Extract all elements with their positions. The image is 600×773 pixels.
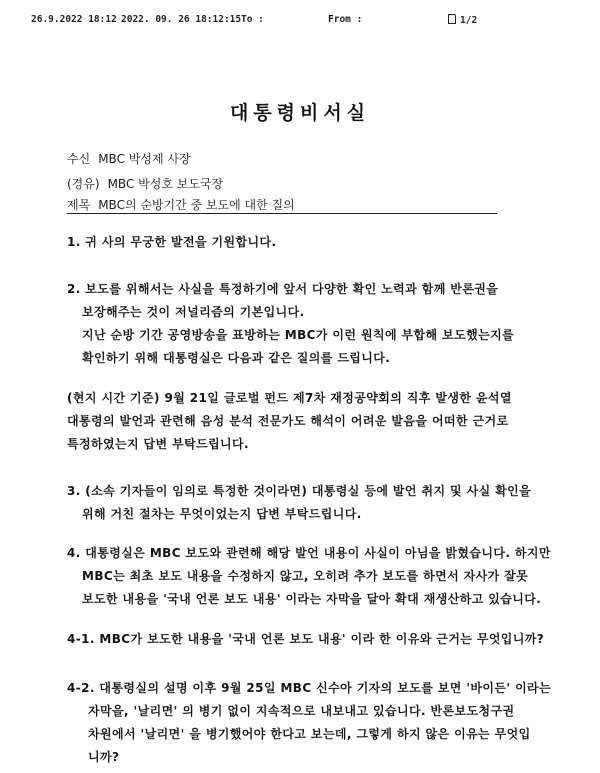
paragraph-4-1 [67,628,545,651]
document-title: 대통령비서실 [229,102,371,124]
text-line: 4-2. 대통령실의 설명 이후 9월 25일 MBC 신수아 기자의 보도를 보면 '바이든' 이라는 [67,681,552,695]
fax-sent-time: 2022. 09. 26 18:12:15 [121,14,242,25]
text-line: 3. (소속 기자들이 임의로 특정한 것이라면) 대통령실 등에 발언 취지 및 사실 확인을 [67,484,532,498]
page-number: 1/2 [460,15,478,26]
text-line: 특정하였는지 답변 부탁드립니다. [67,437,250,451]
page-icon [448,14,456,24]
recipient-value: MBC 박성제 사장 [98,152,191,166]
text-line: 지난 순방 기간 공영방송을 표방하는 MBC가 이런 원칙에 부합해 보도했는지를 [82,328,515,342]
text-line: 차원에서 '날리면' 을 병기했어야 한다고 보는데, 그렇게 하지 않은 이유는 무엇입 [88,727,531,741]
text-line: 1. 귀 사의 무궁한 발전을 기원합니다. [67,235,277,249]
text-line: (현지 시간 기준) 9월 21일 글로벌 펀드 제7차 재정공약회의 직후 발생한 윤석열 [67,391,512,405]
text-line: 대통령의 발언과 관련해 음성 분석 전문가도 해석이 어려운 발음을 어떠한 근거로 [67,414,509,428]
text-line: 위해 거친 절차는 무엇이었는지 답변 부탁드립니다. [82,507,362,521]
recipient-line [67,150,191,167]
subject-value: MBC의 순방기간 중 보도에 대한 질의 [98,198,295,212]
paragraph-4-2 [67,677,552,769]
text-line: 니까? [88,750,120,764]
text-line: 4-1. MBC가 보도한 내용을 '국내 언론 보도 내용' 이라 한 이유와 근거는 무엇입니까? [67,632,545,646]
text-line: 자막을, '날리면' 의 병기 없이 지속적으로 내보내고 있습니다. 반론보도청구권 [88,704,515,718]
via-label: (경유) [67,177,100,191]
fax-page-indicator [448,14,477,26]
fax-from-label: From : [328,14,363,25]
fax-header [0,14,600,30]
paragraph-1 [67,231,537,254]
recipient-label: 수신 [67,152,91,166]
via-line [67,175,223,192]
fax-to-label: To : [241,14,264,25]
text-line: 보장해주는 것이 저널리즘의 기본입니다. [82,305,305,319]
subject-line [67,196,295,213]
text-line: 4. 대통령실은 MBC 보도와 관련해 해당 발언 내용이 사실이 아님을 밝혔습니다. 하지만 [67,546,551,560]
paragraph-question-1 [67,387,537,456]
via-value: MBC 박성호 보도국장 [107,177,224,191]
paragraph-4 [67,542,551,611]
text-line: 2. 보도를 위해서는 사실을 특정하기에 앞서 다양한 확인 노력과 함께 반론권을 [67,282,499,296]
fax-received-time: 26.9.2022 18:12 [31,14,117,25]
header-divider [67,213,497,214]
text-line: 확인하기 위해 대통령실은 다음과 같은 질의를 드립니다. [82,351,391,365]
subject-label: 제목 [67,198,91,212]
text-line: MBC는 최초 보도 내용을 수정하지 않고, 오히려 추가 보도를 하면서 자사가 잘못 [82,569,529,583]
paragraph-2 [67,278,537,370]
text-line: 보도한 내용을 '국내 언론 보도 내용' 이라는 자막을 달아 확대 재생산하고 있습니다. [82,592,542,606]
paragraph-3 [67,480,537,526]
